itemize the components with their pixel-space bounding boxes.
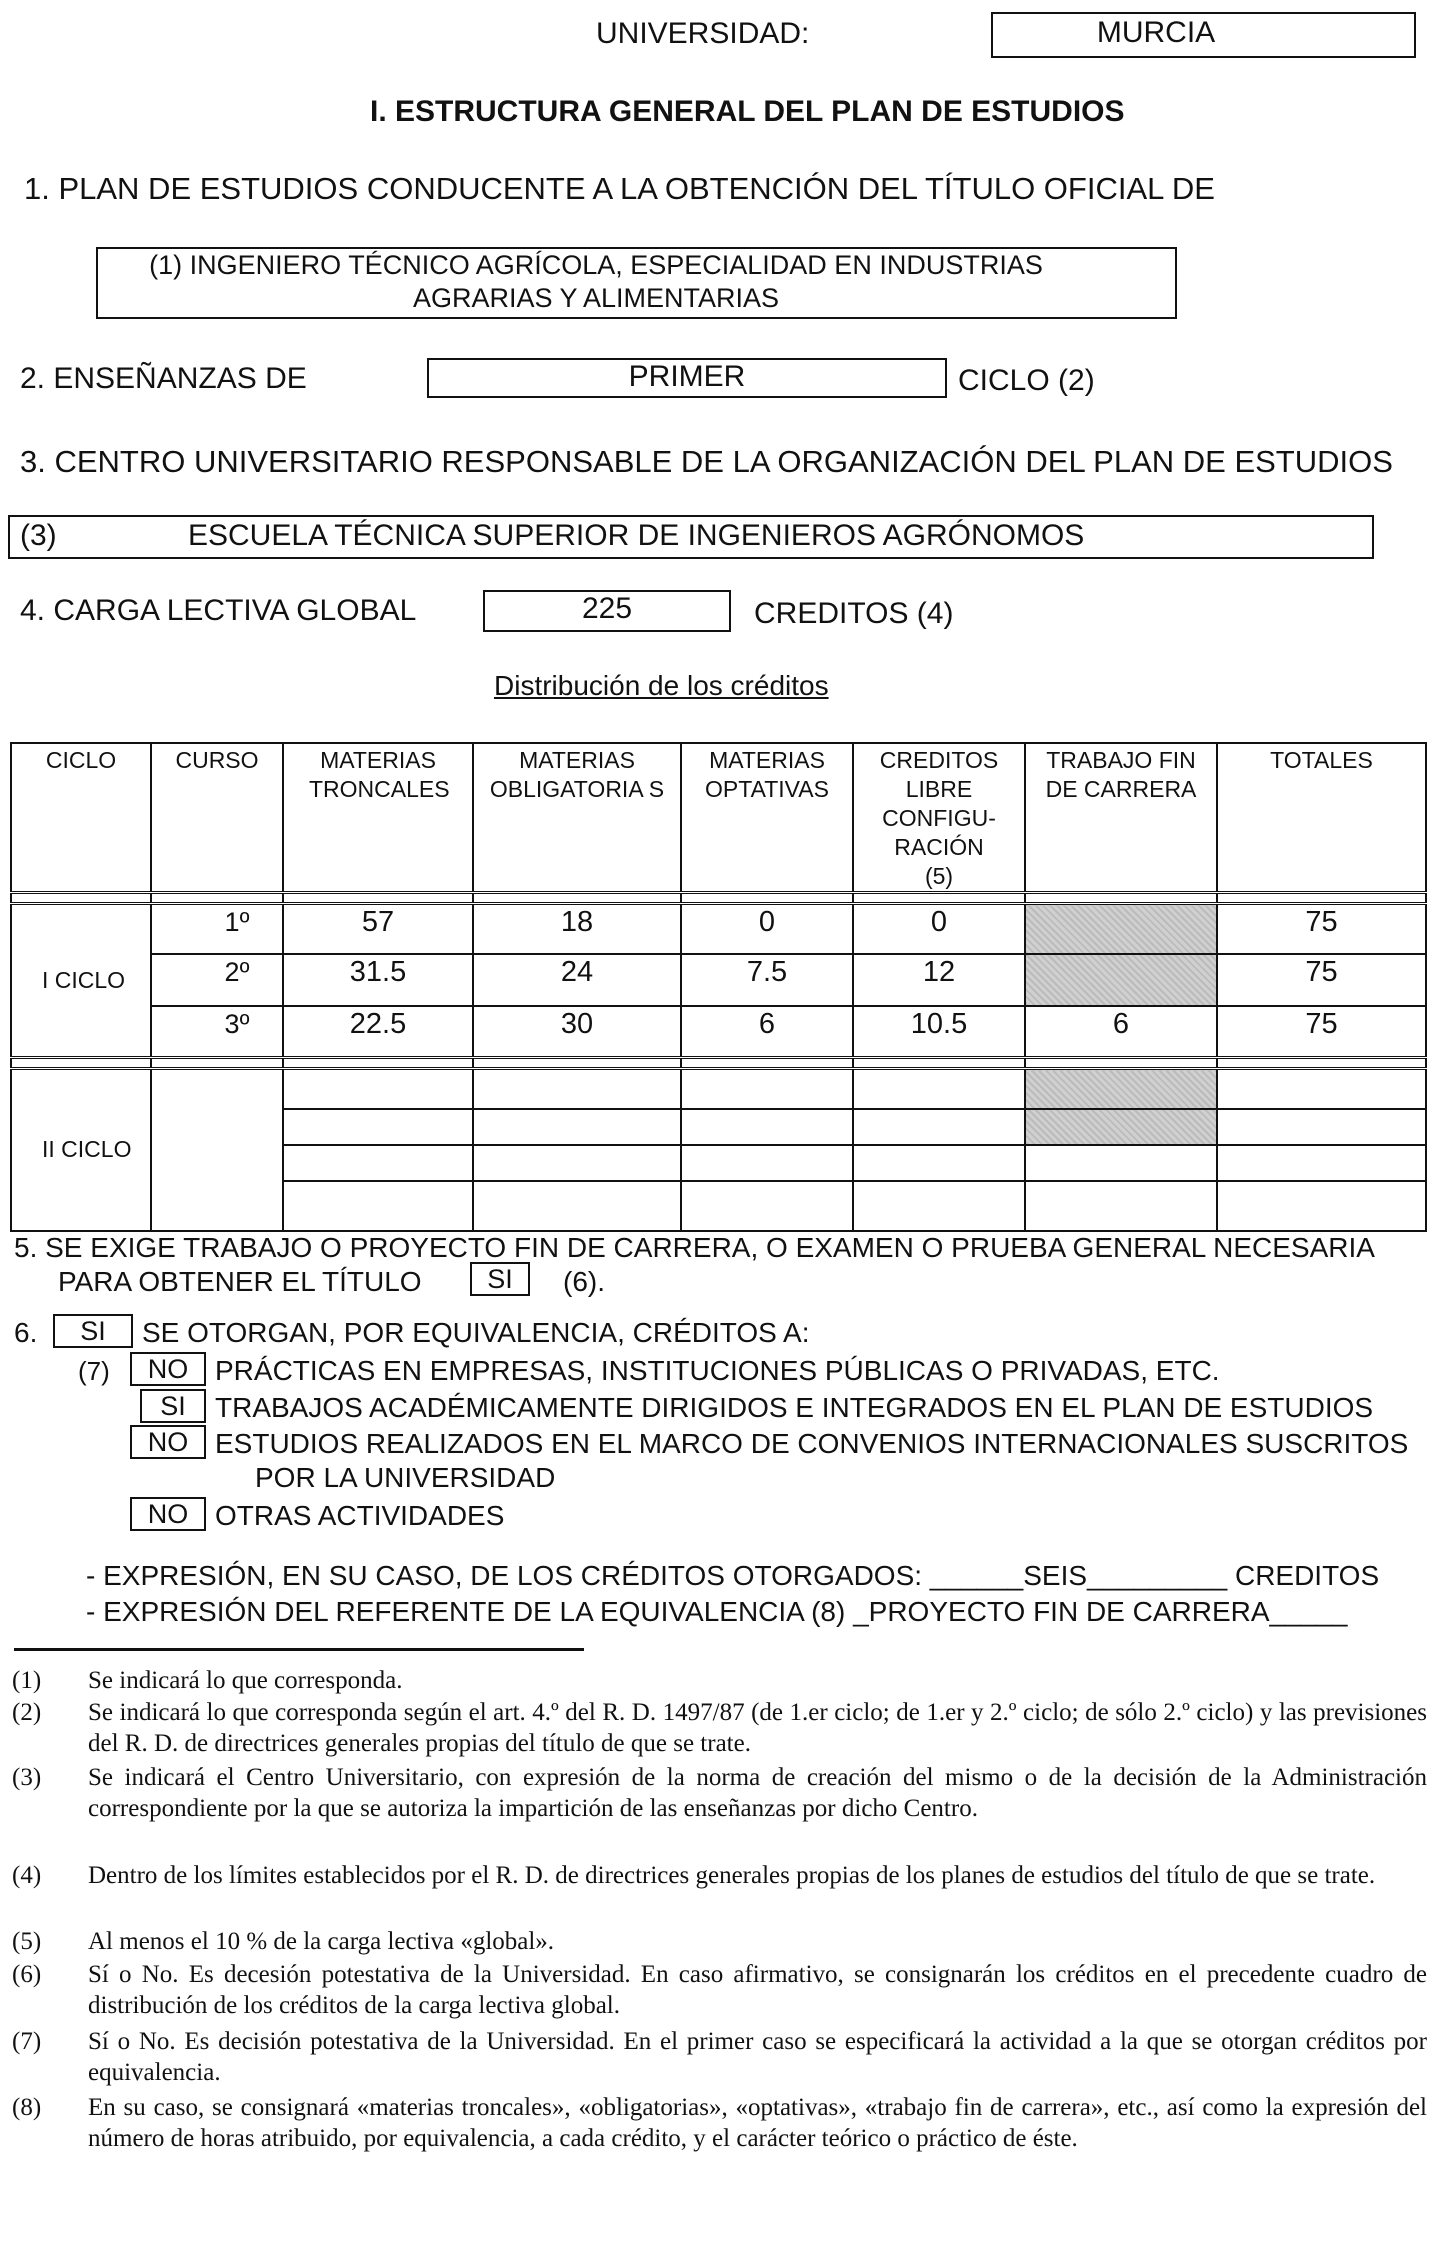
expr-equivalence: - EXPRESIÓN DEL REFERENTE DE LA EQUIVALENCIA (8) _PROYECTO FIN DE CARRERA_____ (86, 1596, 1348, 1627)
row3-curso: 3º (151, 1006, 283, 1058)
empty-cell-shaded (1025, 1069, 1217, 1109)
footnote (12, 1860, 1427, 1891)
footnote-text: Sí o No. Es decesión potestativa de la Universidad. En caso afirmativo, se consignarán los créditos en el precedente cuadro de distribución de los créditos de la carga lectiva global. (88, 1961, 1427, 2019)
footnote (12, 2092, 1427, 2154)
separator-row (11, 1058, 1426, 1069)
row2-curso: 2º (151, 954, 283, 1006)
item1-label: 1. PLAN DE ESTUDIOS CONDUCENTE A LA OBTENCIÓN DEL TÍTULO OFICIAL DE (24, 171, 1215, 206)
row3-trabajo: 6 (1025, 1006, 1217, 1058)
empty-cell (853, 1145, 1025, 1181)
footnote-number: (8) (12, 2094, 42, 2121)
footnote-number: (6) (12, 1961, 42, 1988)
footnote (12, 1697, 1427, 1759)
opt4-label: OTRAS ACTIVIDADES (215, 1500, 505, 1531)
footnote-number: (1) (12, 1667, 42, 1694)
row2-libre: 12 (853, 954, 1025, 1006)
row3-totales: 75 (1217, 1006, 1426, 1058)
empty-cell (853, 1069, 1025, 1109)
item3-label: 3. CENTRO UNIVERSITARIO RESPONSABLE DE LA ORGANIZACIÓN DEL PLAN DE ESTUDIOS (20, 444, 1393, 479)
footnote (12, 1959, 1427, 2021)
degree-title-line2: AGRARIAS Y ALIMENTARIAS (412, 283, 780, 313)
row1-obligatorias: 18 (473, 904, 681, 954)
footnote-text: Se indicará lo que corresponda. (88, 1667, 403, 1694)
item2-label: 2. ENSEÑANZAS DE (20, 362, 307, 395)
empty-cell-shaded (1025, 1109, 1217, 1145)
credits-table (10, 742, 1427, 1232)
empty-cell (681, 1069, 853, 1109)
ciclo2-label: II CICLO (11, 1069, 151, 1231)
row2-trabajo (1025, 954, 1217, 1006)
table-caption: Distribución de los créditos (494, 670, 829, 701)
item6-num: 6. (14, 1317, 38, 1348)
opt3-label-line1: ESTUDIOS REALIZADOS EN EL MARCO DE CONVENIOS INTERNACIONALES SUSCRITOS (215, 1428, 1409, 1459)
item6-value: SI (53, 1314, 133, 1348)
header-curso: CURSO (151, 743, 283, 893)
empty-cell (473, 1069, 681, 1109)
item5-value: SI (470, 1262, 530, 1296)
empty-cell (681, 1145, 853, 1181)
row3-optativas: 6 (681, 1006, 853, 1058)
empty-cell (1217, 1181, 1426, 1231)
header-libre: CREDITOS LIBRE CONFIGU- RACIÓN (5) (853, 743, 1025, 893)
row3-troncales: 22.5 (283, 1006, 473, 1058)
centre-value: ESCUELA TÉCNICA SUPERIOR DE INGENIEROS AGRÓNOMOS (188, 519, 1085, 552)
empty-cell (853, 1109, 1025, 1145)
footnote-text: Al menos el 10 % de la carga lectiva «global». (88, 1928, 555, 1955)
table-row (11, 904, 1426, 954)
footnote (12, 1665, 1427, 1696)
empty-cell (283, 1145, 473, 1181)
row2-optativas: 7.5 (681, 954, 853, 1006)
item5-line2: PARA OBTENER EL TÍTULO (58, 1266, 422, 1297)
cycle-value: PRIMER (628, 360, 746, 393)
item2-suffix: CICLO (2) (958, 364, 1095, 397)
empty-cell (1217, 1145, 1426, 1181)
opt4-value: NO (130, 1497, 206, 1531)
footnote-number: (2) (12, 1699, 42, 1726)
university-label: UNIVERSIDAD: (596, 17, 810, 50)
separator-row (11, 893, 1426, 904)
university-value: MURCIA (1096, 16, 1216, 49)
item6-ref7: (7) (78, 1356, 110, 1386)
row1-optativas: 0 (681, 904, 853, 954)
footnote-text: Dentro de los límites establecidos por el R. D. de directrices generales propias de los planes de estudios del título de que se trate. (88, 1862, 1376, 1889)
empty-cell (283, 1069, 473, 1109)
row1-curso: 1º (151, 904, 283, 954)
header-ciclo: CICLO (11, 743, 151, 893)
table-row (11, 954, 1426, 1006)
table-row (11, 1006, 1426, 1058)
row1-totales: 75 (1217, 904, 1426, 954)
empty-cell (681, 1109, 853, 1145)
footnote-rule (14, 1648, 584, 1651)
item6-label: SE OTORGAN, POR EQUIVALENCIA, CRÉDITOS A: (142, 1317, 810, 1348)
footnote (12, 1762, 1427, 1824)
empty-cell (473, 1145, 681, 1181)
footnote-text: En su caso, se consignará «materias troncales», «obligatorias», «optativas», «trabajo fin de carrera», etc., así como la expresión del número de horas atribuido, por equivalencia, a cada crédito, y el carácter teórico o práctico de éste. (88, 2094, 1427, 2152)
empty-cell (473, 1109, 681, 1145)
footnote-text: Se indicará lo que corresponda según el art. 4.º del R. D. 1497/87 (de 1.er ciclo; de 1.er y 2.º ciclo; de sólo 2.º ciclo) y las previsiones del R. D. de directrices generales propias del título de que se trate. (88, 1699, 1427, 1757)
footnote (12, 2026, 1427, 2088)
item5-ref: (6). (563, 1266, 605, 1297)
row2-totales: 75 (1217, 954, 1426, 1006)
header-totales: TOTALES (1217, 743, 1426, 893)
empty-cell (1217, 1109, 1426, 1145)
footnote (12, 1926, 1427, 1957)
opt2-value: SI (140, 1389, 206, 1423)
opt2-label: TRABAJOS ACADÉMICAMENTE DIRIGIDOS E INTEGRADOS EN EL PLAN DE ESTUDIOS (215, 1392, 1374, 1423)
footnote-text: Se indicará el Centro Universitario, con expresión de la norma de creación del mismo o de la decisión de la Administración correspondiente por la que se autoriza la impartición de las enseñanzas por dicho Centro. (88, 1764, 1427, 1822)
section-title: I. ESTRUCTURA GENERAL DEL PLAN DE ESTUDIOS (370, 95, 1125, 128)
footnote-text: Sí o No. Es decisión potestativa de la Universidad. En el primer caso se especificará la actividad a la que se otorgan créditos por equivalencia. (88, 2028, 1427, 2086)
credits-value: 225 (581, 592, 633, 625)
empty-cell (283, 1181, 473, 1231)
table-header-row (11, 743, 1426, 893)
row3-libre: 10.5 (853, 1006, 1025, 1058)
ciclo2-curso-empty (151, 1069, 283, 1231)
item4-suffix: CREDITOS (4) (754, 597, 954, 630)
row3-obligatorias: 30 (473, 1006, 681, 1058)
empty-cell (853, 1181, 1025, 1231)
empty-cell (1025, 1181, 1217, 1231)
header-optativas: MATERIAS OPTATIVAS (681, 743, 853, 893)
opt1-value: NO (130, 1352, 206, 1386)
footnote-number: (5) (12, 1928, 42, 1955)
opt1-label: PRÁCTICAS EN EMPRESAS, INSTITUCIONES PÚBLICAS O PRIVADAS, ETC. (215, 1355, 1220, 1386)
footnote-number: (3) (12, 1764, 42, 1791)
row2-obligatorias: 24 (473, 954, 681, 1006)
item4-label: 4. CARGA LECTIVA GLOBAL (20, 594, 417, 627)
empty-cell (473, 1181, 681, 1231)
opt3-label-line2: POR LA UNIVERSIDAD (255, 1462, 556, 1493)
empty-cell (1217, 1069, 1426, 1109)
empty-cell (681, 1181, 853, 1231)
footnote-number: (7) (12, 2028, 42, 2055)
header-trabajo: TRABAJO FIN DE CARRERA (1025, 743, 1217, 893)
header-troncales: MATERIAS TRONCALES (283, 743, 473, 893)
row2-troncales: 31.5 (283, 954, 473, 1006)
ciclo1-label: I CICLO (11, 904, 151, 1058)
expr-credits: - EXPRESIÓN, EN SU CASO, DE LOS CRÉDITOS OTORGADOS: ______SEIS_________ CREDITOS (86, 1560, 1380, 1591)
degree-title-line1: (1) INGENIERO TÉCNICO AGRÍCOLA, ESPECIALIDAD EN INDUSTRIAS (149, 250, 1043, 280)
empty-cell (1025, 1145, 1217, 1181)
row1-libre: 0 (853, 904, 1025, 954)
row1-troncales: 57 (283, 904, 473, 954)
row1-trabajo (1025, 904, 1217, 954)
empty-cell (283, 1109, 473, 1145)
table-row (11, 1069, 1426, 1109)
opt3-value: NO (130, 1425, 206, 1459)
footnote-number: (4) (12, 1862, 42, 1889)
centre-ref: (3) (20, 519, 57, 552)
header-obligatorias: MATERIAS OBLIGATORIA S (473, 743, 681, 893)
item5-line1: 5. SE EXIGE TRABAJO O PROYECTO FIN DE CARRERA, O EXAMEN O PRUEBA GENERAL NECESARIA (14, 1232, 1375, 1263)
